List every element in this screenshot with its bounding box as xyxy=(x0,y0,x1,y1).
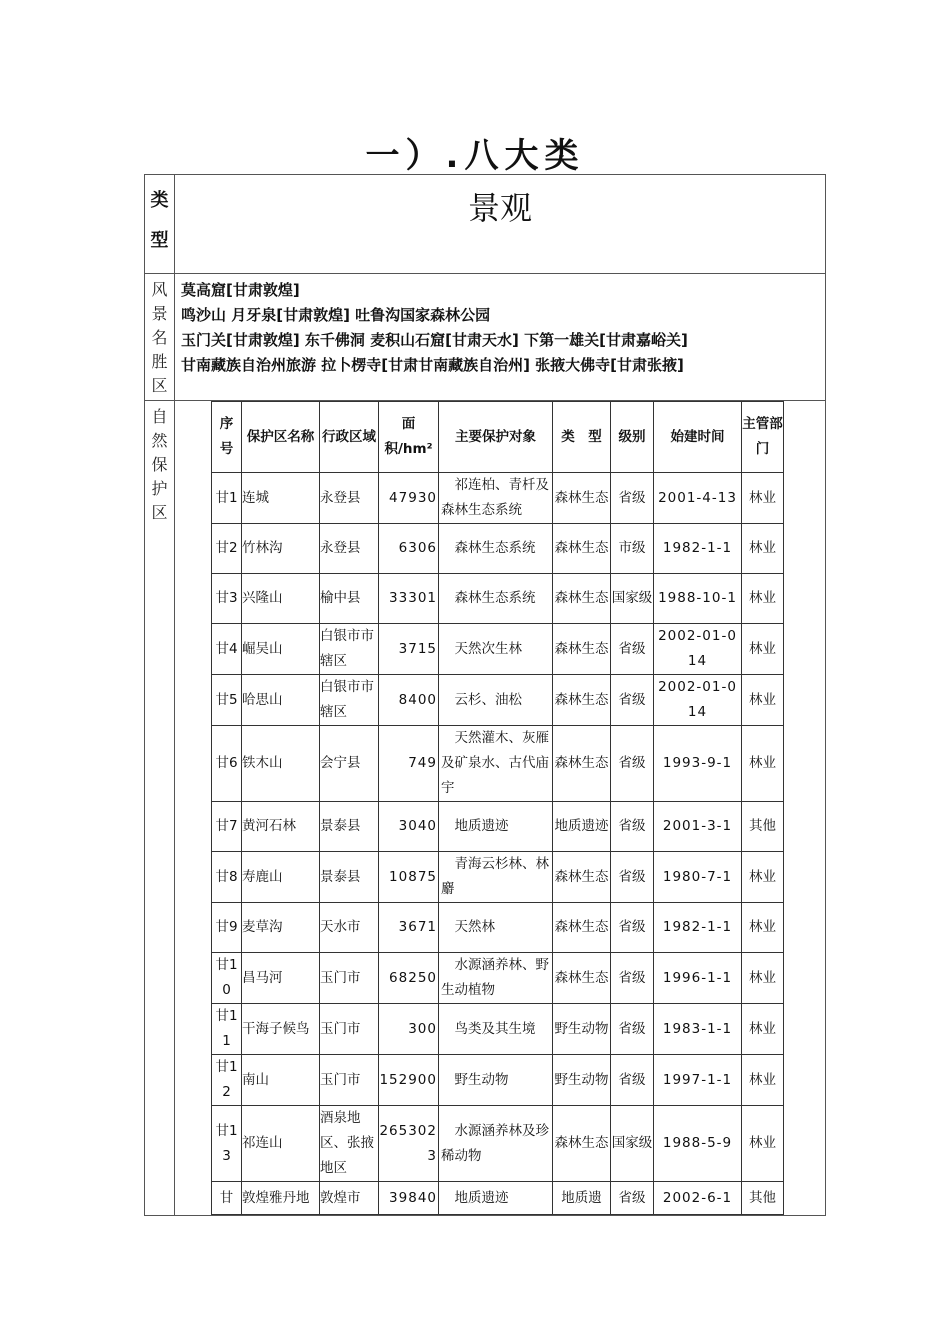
cell-area: 47930 xyxy=(379,473,439,524)
scenic-line: 甘南藏族自治州旅游 拉卜楞寺[甘肃甘南藏族自治州] 张掖大佛寺[甘肃张掖] xyxy=(181,356,684,374)
table-row xyxy=(212,1106,784,1182)
scenic-line: 鸣沙山 月牙泉[甘肃敦煌] 吐鲁沟国家森林公园 xyxy=(181,306,491,324)
cell-date: 1993-9-1 xyxy=(654,726,742,802)
cell-dept: 林业 xyxy=(742,524,784,574)
cell-region: 景泰县 xyxy=(320,802,379,852)
table-row xyxy=(212,473,784,524)
cell-dept: 林业 xyxy=(742,726,784,802)
cell-level: 市级 xyxy=(611,524,654,574)
cell-type: 森林生态 xyxy=(553,473,611,524)
cell-dept: 林业 xyxy=(742,953,784,1004)
cell-date: 2001-4-13 xyxy=(654,473,742,524)
cell-name: 麦草沟 xyxy=(242,903,320,953)
landscape-table xyxy=(144,174,826,1216)
reserve-row xyxy=(145,401,826,1216)
cell-object: 地质遗迹 xyxy=(439,802,553,852)
reserve-header-row xyxy=(212,402,784,473)
cell-region: 白银市市辖区 xyxy=(320,675,379,726)
scenic-line: 玉门关[甘肃敦煌] 东千佛洞 麦积山石窟[甘肃天水] 下第一雄关[甘肃嘉峪关] xyxy=(181,331,688,349)
column-header: 始建时间 xyxy=(654,402,742,473)
table-row xyxy=(212,1004,784,1055)
cell-region: 玉门市 xyxy=(320,953,379,1004)
cell-no: 甘4 xyxy=(212,624,242,675)
cell-level: 国家级 xyxy=(611,1106,654,1182)
cell-date: 1988-5-9 xyxy=(654,1106,742,1182)
cell-dept: 其他 xyxy=(742,1182,784,1215)
cell-object: 森林生态系统 xyxy=(439,524,553,574)
cell-object: 祁连柏、青杄及森林生态系统 xyxy=(439,473,553,524)
table-row xyxy=(212,1055,784,1106)
cell-object: 云杉、油松 xyxy=(439,675,553,726)
cell-region: 会宁县 xyxy=(320,726,379,802)
cell-type: 野生动物 xyxy=(553,1055,611,1106)
column-header: 类 型 xyxy=(553,402,611,473)
cell-level: 省级 xyxy=(611,802,654,852)
cell-type: 地质遗迹 xyxy=(553,802,611,852)
cell-name: 黄河石林 xyxy=(242,802,320,852)
landscape-label: 景观 xyxy=(175,175,826,274)
cell-dept: 林业 xyxy=(742,903,784,953)
cell-name: 哈思山 xyxy=(242,675,320,726)
cell-region: 榆中县 xyxy=(320,574,379,624)
page-title: 一）.八大类 xyxy=(365,136,585,176)
cell-region: 玉门市 xyxy=(320,1055,379,1106)
cell-date: 1980-7-1 xyxy=(654,852,742,903)
cell-date: 1988-10-1 xyxy=(654,574,742,624)
cell-level: 省级 xyxy=(611,1004,654,1055)
cell-name: 南山 xyxy=(242,1055,320,1106)
cell-name: 兴隆山 xyxy=(242,574,320,624)
table-row xyxy=(212,524,784,574)
cell-dept: 林业 xyxy=(742,473,784,524)
cell-date: 1983-1-1 xyxy=(654,1004,742,1055)
cell-type: 森林生态 xyxy=(553,903,611,953)
cell-level: 省级 xyxy=(611,624,654,675)
cell-object: 水源涵养林、野生动植物 xyxy=(439,953,553,1004)
cell-type: 地质遗 xyxy=(553,1182,611,1215)
cell-object: 天然次生林 xyxy=(439,624,553,675)
cell-region: 白银市市辖区 xyxy=(320,624,379,675)
table-row xyxy=(212,675,784,726)
cell-name: 敦煌雅丹地 xyxy=(242,1182,320,1215)
cell-level: 省级 xyxy=(611,1055,654,1106)
cell-object: 地质遗迹 xyxy=(439,1182,553,1215)
cell-name: 连城 xyxy=(242,473,320,524)
cell-dept: 林业 xyxy=(742,1106,784,1182)
cell-name: 干海子候鸟 xyxy=(242,1004,320,1055)
cell-region: 玉门市 xyxy=(320,1004,379,1055)
reserve-table xyxy=(211,401,784,1215)
cell-type: 森林生态 xyxy=(553,524,611,574)
cell-object: 鸟类及其生境 xyxy=(439,1004,553,1055)
cell-level: 省级 xyxy=(611,726,654,802)
cell-level: 省级 xyxy=(611,675,654,726)
table-row xyxy=(212,624,784,675)
cell-name: 铁木山 xyxy=(242,726,320,802)
cell-no: 甘7 xyxy=(212,802,242,852)
cell-name: 崛吴山 xyxy=(242,624,320,675)
cell-level: 国家级 xyxy=(611,574,654,624)
scenic-line: 莫高窟[甘肃敦煌] xyxy=(181,281,300,299)
cell-area: 300 xyxy=(379,1004,439,1055)
cell-type: 森林生态 xyxy=(553,726,611,802)
cell-area: 3671 xyxy=(379,903,439,953)
scenic-label: 风景名胜区 xyxy=(145,274,175,401)
cell-dept: 其他 xyxy=(742,802,784,852)
cell-region: 天水市 xyxy=(320,903,379,953)
cell-object: 天然灌木、灰雁及矿泉水、古代庙宇 xyxy=(439,726,553,802)
scenic-list xyxy=(175,274,826,401)
column-header: 面积/hm² xyxy=(379,402,439,473)
cell-no: 甘1 xyxy=(212,473,242,524)
cell-area: 39840 xyxy=(379,1182,439,1215)
cell-name: 祁连山 xyxy=(242,1106,320,1182)
table-row xyxy=(212,903,784,953)
cell-no: 甘6 xyxy=(212,726,242,802)
cell-date: 1997-1-1 xyxy=(654,1055,742,1106)
cell-object: 天然林 xyxy=(439,903,553,953)
cell-name: 昌马河 xyxy=(242,953,320,1004)
cell-region: 敦煌市 xyxy=(320,1182,379,1215)
table-row xyxy=(212,953,784,1004)
cell-type: 森林生态 xyxy=(553,953,611,1004)
cell-object: 森林生态系统 xyxy=(439,574,553,624)
column-header: 保护区名称 xyxy=(242,402,320,473)
cell-no: 甘11 xyxy=(212,1004,242,1055)
cell-object: 青海云杉林、林麝 xyxy=(439,852,553,903)
cell-region: 永登县 xyxy=(320,473,379,524)
cell-type: 野生动物 xyxy=(553,1004,611,1055)
cell-dept: 林业 xyxy=(742,675,784,726)
cell-date: 2001-3-1 xyxy=(654,802,742,852)
cell-type: 森林生态 xyxy=(553,574,611,624)
table-row xyxy=(212,1182,784,1215)
cell-area: 6306 xyxy=(379,524,439,574)
cell-level: 省级 xyxy=(611,1182,654,1215)
cell-region: 永登县 xyxy=(320,524,379,574)
cell-level: 省级 xyxy=(611,903,654,953)
cell-dept: 林业 xyxy=(742,852,784,903)
header-row xyxy=(145,175,826,274)
cell-level: 省级 xyxy=(611,852,654,903)
table-row xyxy=(212,802,784,852)
cell-dept: 林业 xyxy=(742,1055,784,1106)
cell-dept: 林业 xyxy=(742,574,784,624)
cell-area: 3040 xyxy=(379,802,439,852)
cell-no: 甘 xyxy=(212,1182,242,1215)
cell-region: 酒泉地区、张掖地区 xyxy=(320,1106,379,1182)
cell-no: 甘9 xyxy=(212,903,242,953)
cell-area: 8400 xyxy=(379,675,439,726)
cell-dept: 林业 xyxy=(742,1004,784,1055)
cell-type: 森林生态 xyxy=(553,675,611,726)
cell-area: 10875 xyxy=(379,852,439,903)
cell-no: 甘5 xyxy=(212,675,242,726)
column-header: 行政区域 xyxy=(320,402,379,473)
cell-no: 甘8 xyxy=(212,852,242,903)
cell-area: 749 xyxy=(379,726,439,802)
cell-date: 2002-01-014 xyxy=(654,624,742,675)
column-header: 主管部门 xyxy=(742,402,784,473)
cell-area: 3715 xyxy=(379,624,439,675)
table-row xyxy=(212,852,784,903)
cell-level: 省级 xyxy=(611,473,654,524)
column-header: 主要保护对象 xyxy=(439,402,553,473)
cell-object: 水源涵养林及珍稀动物 xyxy=(439,1106,553,1182)
cell-dept: 林业 xyxy=(742,624,784,675)
cell-no: 甘12 xyxy=(212,1055,242,1106)
cell-no: 甘3 xyxy=(212,574,242,624)
cell-no: 甘10 xyxy=(212,953,242,1004)
cell-type: 森林生态 xyxy=(553,624,611,675)
cell-no: 甘13 xyxy=(212,1106,242,1182)
cell-date: 1996-1-1 xyxy=(654,953,742,1004)
cell-date: 2002-6-1 xyxy=(654,1182,742,1215)
cell-area: 152900 xyxy=(379,1055,439,1106)
reserve-label: 自然保护区 xyxy=(145,401,175,1216)
cell-type: 森林生态 xyxy=(553,852,611,903)
cell-name: 寿鹿山 xyxy=(242,852,320,903)
column-header: 序号 xyxy=(212,402,242,473)
cell-object: 野生动物 xyxy=(439,1055,553,1106)
table-row xyxy=(212,574,784,624)
cell-area: 68250 xyxy=(379,953,439,1004)
type-label: 类型 xyxy=(145,175,175,274)
cell-area: 33301 xyxy=(379,574,439,624)
table-row xyxy=(212,726,784,802)
cell-area: 2653023 xyxy=(379,1106,439,1182)
cell-type: 森林生态 xyxy=(553,1106,611,1182)
cell-level: 省级 xyxy=(611,953,654,1004)
scenic-row xyxy=(145,274,826,401)
cell-date: 2002-01-014 xyxy=(654,675,742,726)
column-header: 级别 xyxy=(611,402,654,473)
cell-region: 景泰县 xyxy=(320,852,379,903)
cell-date: 1982-1-1 xyxy=(654,524,742,574)
cell-no: 甘2 xyxy=(212,524,242,574)
cell-date: 1982-1-1 xyxy=(654,903,742,953)
cell-name: 竹林沟 xyxy=(242,524,320,574)
